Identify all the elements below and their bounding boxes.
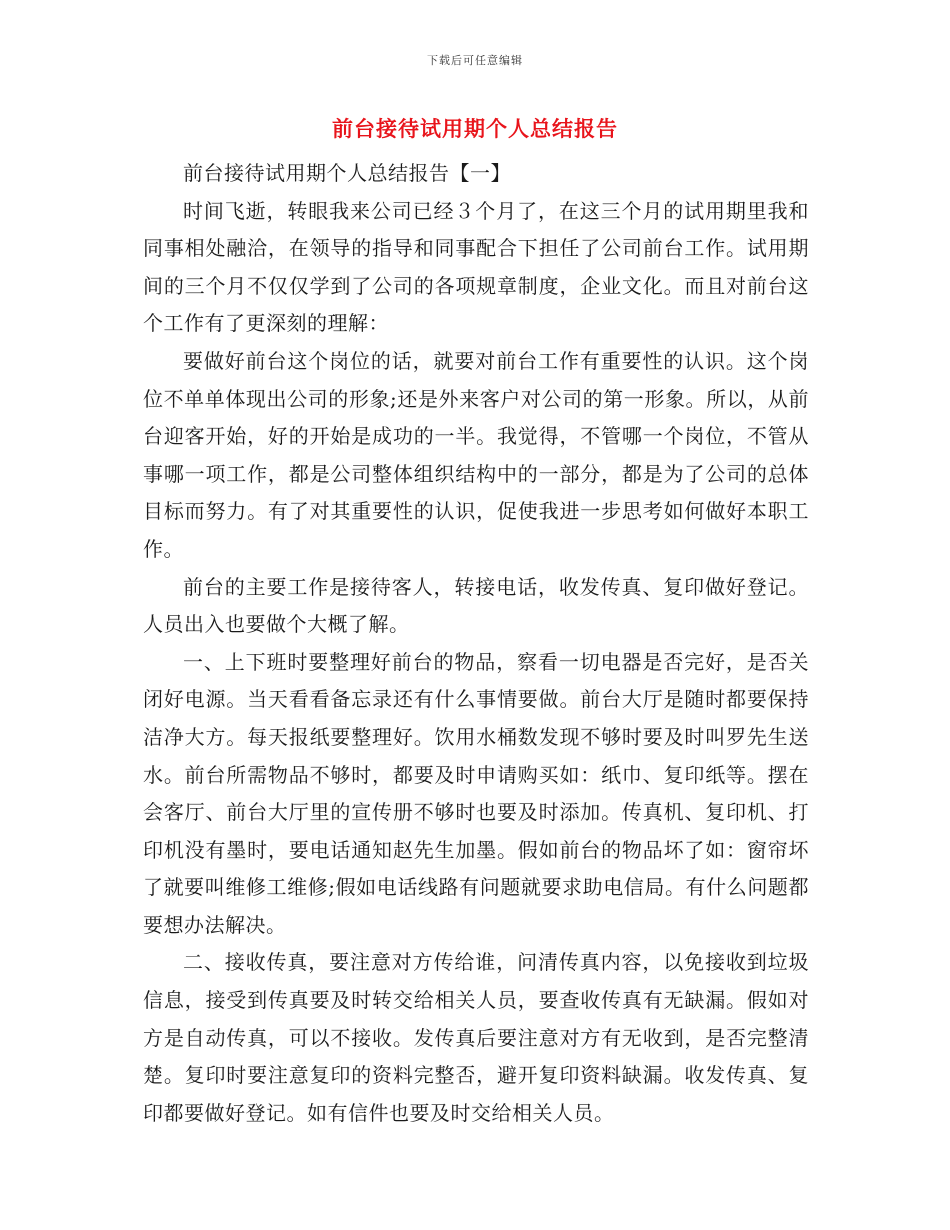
paragraph: 前台的主要工作是接待客人，转接电话，收发传真、复印做好登记。人员出入也要做个大概了解。: [143, 574, 809, 637]
document-title: 前台接待试用期个人总结报告: [332, 116, 618, 141]
paragraph: 要做好前台这个岗位的话，就要对前台工作有重要性的认识。这个岗位不单单体现出公司的形象;还是外来客户对公司的第一形象。所以，从前台迎客开始，好的开始是成功的一半。我觉得，不管哪一个岗位，不管从事哪一项工作，都是公司整体组织结构中的一部分，都是为了公司的总体目标而努力。有了对其重要性的认识，促使我进一步思考如何做好本职工作。: [143, 348, 809, 561]
header-note: 下载后可任意编辑: [427, 54, 523, 67]
paragraph: 一、上下班时要整理好前台的物品，察看一切电器是否完好，是否关闭好电源。当天看看备忘录还有什么事情要做。前台大厅是随时都要保持洁净大方。每天报纸要整理好。饮用水桶数发现不够时要及时叫罗先生送水。前台所需物品不够时，都要及时申请购买如：纸巾、复印纸等。摆在会客厅、前台大厅里的宣传册不够时也要及时添加。传真机、复印机、打印机没有墨时，要电话通知赵先生加墨。假如前台的物品坏了如：窗帘坏了就要叫维修工维修;假如电话线路有问题就要求助电信局。有什么问题都要想办法解决。: [143, 649, 809, 937]
paragraph: 二、接收传真，要注意对方传给谁，问清传真内容，以免接收到垃圾信息，接受到传真要及时转交给相关人员，要查收传真有无缺漏。假如对方是自动传真，可以不接收。发传真后要注意对方有无收到，是否完整清楚。复印时要注意复印的资料完整否，避开复印资料缺漏。收发传真、复印都要做好登记。如有信件也要及时交给相关人员。: [143, 950, 809, 1125]
section-heading: 前台接待试用期个人总结报告【一】: [183, 161, 511, 185]
document-body: [143, 155, 809, 1132]
paragraph: 时间飞逝，转眼我来公司已经３个月了，在这三个月的试用期里我和同事相处融洽，在领导的指导和同事配合下担任了公司前台工作。试用期间的三个月不仅仅学到了公司的各项规章制度，企业文化。而且对前台这个工作有了更深刻的理解：: [143, 198, 809, 336]
